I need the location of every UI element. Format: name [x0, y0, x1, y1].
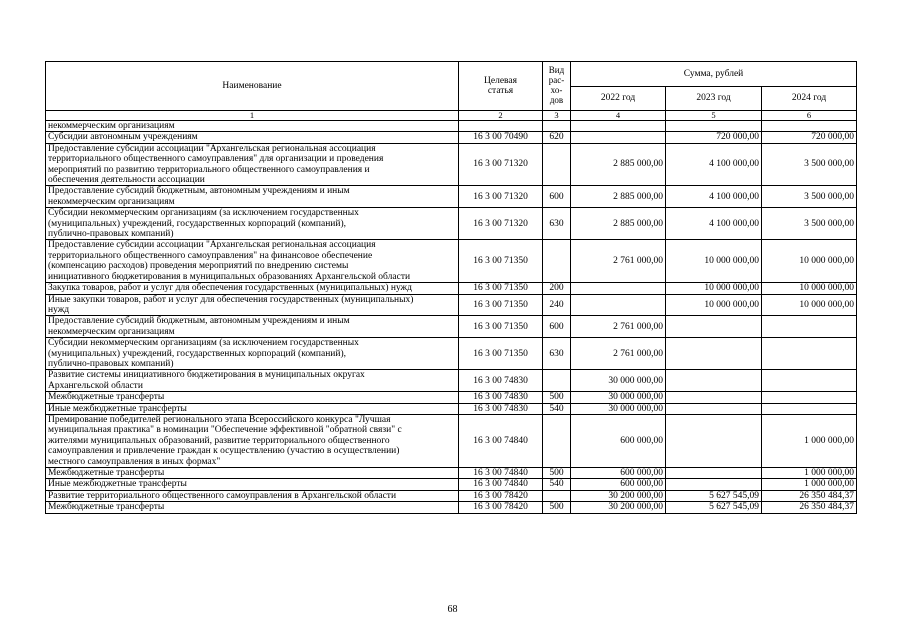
row-target-article: [459, 121, 543, 132]
table-row: [46, 403, 857, 414]
row-target-article: 16 3 00 71320: [459, 186, 543, 208]
row-expense-type: 620: [543, 132, 571, 143]
row-sum-2024: 3 500 000,00: [762, 143, 857, 186]
row-sum-2023: [666, 338, 762, 370]
row-sum-2023: 10 000 000,00: [666, 294, 762, 316]
row-sum-2022: [571, 283, 666, 294]
row-sum-2024: 1 000 000,00: [762, 479, 857, 490]
row-sum-2023: 4 100 000,00: [666, 143, 762, 186]
row-expense-type: 500: [543, 468, 571, 479]
row-expense-type: 600: [543, 316, 571, 338]
header-year-2023: 2023 год: [666, 87, 762, 111]
row-expense-type: 500: [543, 502, 571, 513]
row-target-article: 16 3 00 74830: [459, 392, 543, 403]
row-sum-2022: 600 000,00: [571, 414, 666, 467]
row-sum-2024: 10 000 000,00: [762, 240, 857, 283]
row-expense-type: 600: [543, 186, 571, 208]
table-row: [46, 490, 857, 501]
row-sum-2024: [762, 370, 857, 392]
budget-table-sheet: [45, 61, 856, 514]
row-name: Предоставление субсидии ассоциации "Архангельская региональная ассоциация территориального общественного самоуправления" на финансовое обеспечение (компенсацию расходов) проведения мероприятий по внедрению системы инициативного бюджетирования в муниципальных образованиях Архангельской области: [46, 240, 459, 283]
row-sum-2024: 3 500 000,00: [762, 186, 857, 208]
row-sum-2023: [666, 479, 762, 490]
row-sum-2024: [762, 403, 857, 414]
table-row: [46, 414, 857, 467]
row-sum-2024: 1 000 000,00: [762, 468, 857, 479]
row-expense-type: 630: [543, 208, 571, 240]
row-target-article: 16 3 00 71350: [459, 240, 543, 283]
row-sum-2022: 30 000 000,00: [571, 370, 666, 392]
header-expense-type: Вид рас- хо- дов: [543, 62, 571, 111]
row-expense-type: [543, 414, 571, 467]
column-number: 5: [666, 111, 762, 121]
row-expense-type: 540: [543, 403, 571, 414]
row-sum-2022: 2 885 000,00: [571, 143, 666, 186]
row-sum-2024: 10 000 000,00: [762, 294, 857, 316]
row-target-article: 16 3 00 74840: [459, 479, 543, 490]
row-target-article: 16 3 00 71350: [459, 294, 543, 316]
row-sum-2022: 30 000 000,00: [571, 392, 666, 403]
budget-table: [45, 61, 857, 514]
row-name: Иные закупки товаров, работ и услуг для обеспечения государственных (муниципальных) нужд: [46, 294, 459, 316]
row-sum-2023: [666, 316, 762, 338]
row-name: Премирование победителей регионального этапа Всероссийского конкурса "Лучшая муниципальная практика" в номинации "Обеспечение эффективной "обратной связи" с жителями муниципальных образований, развитие территориального общественного самоуправления и привлечение граждан к осуществлению (участию в осуществлении) местного самоуправления в иных формах": [46, 414, 459, 467]
row-sum-2023: 10 000 000,00: [666, 283, 762, 294]
row-sum-2022: 2 885 000,00: [571, 186, 666, 208]
row-name: Предоставление субсидий бюджетным, автономным учреждениям и иным некоммерческим организациям: [46, 316, 459, 338]
table-row: [46, 392, 857, 403]
row-sum-2024: 10 000 000,00: [762, 283, 857, 294]
table-row: [46, 294, 857, 316]
row-name: Субсидии некоммерческим организациям (за исключением государственных (муниципальных) учреждений, государственных корпораций (компаний), публично-правовых компаний): [46, 208, 459, 240]
row-sum-2022: 30 200 000,00: [571, 502, 666, 513]
row-sum-2024: [762, 121, 857, 132]
row-sum-2024: [762, 316, 857, 338]
row-sum-2022: [571, 121, 666, 132]
header-year-2022: 2022 год: [571, 87, 666, 111]
table-row: [46, 208, 857, 240]
row-target-article: 16 3 00 74840: [459, 414, 543, 467]
row-name: Субсидии автономным учреждениям: [46, 132, 459, 143]
row-sum-2023: 10 000 000,00: [666, 240, 762, 283]
row-expense-type: 240: [543, 294, 571, 316]
row-sum-2022: [571, 132, 666, 143]
row-sum-2024: 26 350 484,37: [762, 490, 857, 501]
table-row: [46, 240, 857, 283]
table-row: [46, 338, 857, 370]
row-sum-2023: [666, 403, 762, 414]
row-target-article: 16 3 00 71350: [459, 283, 543, 294]
row-expense-type: [543, 121, 571, 132]
row-name: Закупка товаров, работ и услуг для обеспечения государственных (муниципальных) нужд: [46, 283, 459, 294]
row-sum-2024: 3 500 000,00: [762, 208, 857, 240]
table-row: [46, 370, 857, 392]
row-sum-2022: 2 761 000,00: [571, 240, 666, 283]
row-sum-2023: [666, 468, 762, 479]
row-sum-2022: 30 200 000,00: [571, 490, 666, 501]
row-expense-type: 540: [543, 479, 571, 490]
column-number: 6: [762, 111, 857, 121]
column-number: 1: [46, 111, 459, 121]
header-name: Наименование: [46, 62, 459, 111]
row-target-article: 16 3 00 71350: [459, 338, 543, 370]
row-target-article: 16 3 00 71350: [459, 316, 543, 338]
row-name: Иные межбюджетные трансферты: [46, 403, 459, 414]
row-target-article: 16 3 00 71320: [459, 208, 543, 240]
page-number: 68: [447, 604, 458, 615]
table-row: [46, 283, 857, 294]
row-sum-2023: 4 100 000,00: [666, 208, 762, 240]
row-expense-type: [543, 143, 571, 186]
row-name: Развитие системы инициативного бюджетирования в муниципальных округах Архангельской области: [46, 370, 459, 392]
table-row: [46, 143, 857, 186]
row-name: некоммерческим организациям: [46, 121, 459, 132]
row-sum-2022: [571, 294, 666, 316]
row-name: Иные межбюджетные трансферты: [46, 479, 459, 490]
column-number-row: [46, 111, 857, 121]
row-expense-type: [543, 490, 571, 501]
row-name: Развитие территориального общественного самоуправления в Архангельской области: [46, 490, 459, 501]
row-expense-type: 200: [543, 283, 571, 294]
row-sum-2023: 4 100 000,00: [666, 186, 762, 208]
row-target-article: 16 3 00 78420: [459, 490, 543, 501]
row-target-article: 16 3 00 70490: [459, 132, 543, 143]
row-name: Предоставление субсидии ассоциации "Архангельская региональная ассоциация территориального общественного самоуправления" для организации и проведения мероприятий по развитию территориального общественного самоуправления и обеспечения деятельности ассоциации: [46, 143, 459, 186]
table-row: [46, 316, 857, 338]
row-sum-2024: [762, 392, 857, 403]
row-target-article: 16 3 00 78420: [459, 502, 543, 513]
row-name: Межбюджетные трансферты: [46, 468, 459, 479]
table-row: [46, 186, 857, 208]
column-number: 4: [571, 111, 666, 121]
header-sum: Сумма, рублей: [571, 62, 857, 87]
row-sum-2023: 720 000,00: [666, 132, 762, 143]
row-target-article: 16 3 00 71320: [459, 143, 543, 186]
row-name: Межбюджетные трансферты: [46, 502, 459, 513]
row-sum-2023: [666, 121, 762, 132]
row-name: Межбюджетные трансферты: [46, 392, 459, 403]
table-row: [46, 121, 857, 132]
row-sum-2022: 30 000 000,00: [571, 403, 666, 414]
column-number: 2: [459, 111, 543, 121]
row-sum-2024: [762, 338, 857, 370]
row-sum-2023: [666, 392, 762, 403]
row-sum-2023: [666, 414, 762, 467]
row-sum-2024: 1 000 000,00: [762, 414, 857, 467]
row-target-article: 16 3 00 74840: [459, 468, 543, 479]
row-sum-2022: 2 885 000,00: [571, 208, 666, 240]
row-sum-2024: 26 350 484,37: [762, 502, 857, 513]
row-name: Субсидии некоммерческим организациям (за исключением государственных (муниципальных) учреждений, государственных корпораций (компаний), публично-правовых компаний): [46, 338, 459, 370]
row-target-article: 16 3 00 74830: [459, 403, 543, 414]
header-year-2024: 2024 год: [762, 87, 857, 111]
header-article: Целевая статья: [459, 62, 543, 111]
row-sum-2022: 600 000,00: [571, 479, 666, 490]
table-row: [46, 468, 857, 479]
row-sum-2023: [666, 370, 762, 392]
row-expense-type: [543, 240, 571, 283]
row-sum-2022: 2 761 000,00: [571, 338, 666, 370]
row-name: Предоставление субсидий бюджетным, автономным учреждениям и иным некоммерческим организациям: [46, 186, 459, 208]
column-number: 3: [543, 111, 571, 121]
row-target-article: 16 3 00 74830: [459, 370, 543, 392]
row-sum-2023: 5 627 545,09: [666, 502, 762, 513]
table-row: [46, 479, 857, 490]
row-sum-2022: 600 000,00: [571, 468, 666, 479]
row-expense-type: [543, 370, 571, 392]
table-row: [46, 502, 857, 513]
row-sum-2023: 5 627 545,09: [666, 490, 762, 501]
row-sum-2024: 720 000,00: [762, 132, 857, 143]
row-expense-type: 500: [543, 392, 571, 403]
table-row: [46, 132, 857, 143]
row-sum-2022: 2 761 000,00: [571, 316, 666, 338]
row-expense-type: 630: [543, 338, 571, 370]
